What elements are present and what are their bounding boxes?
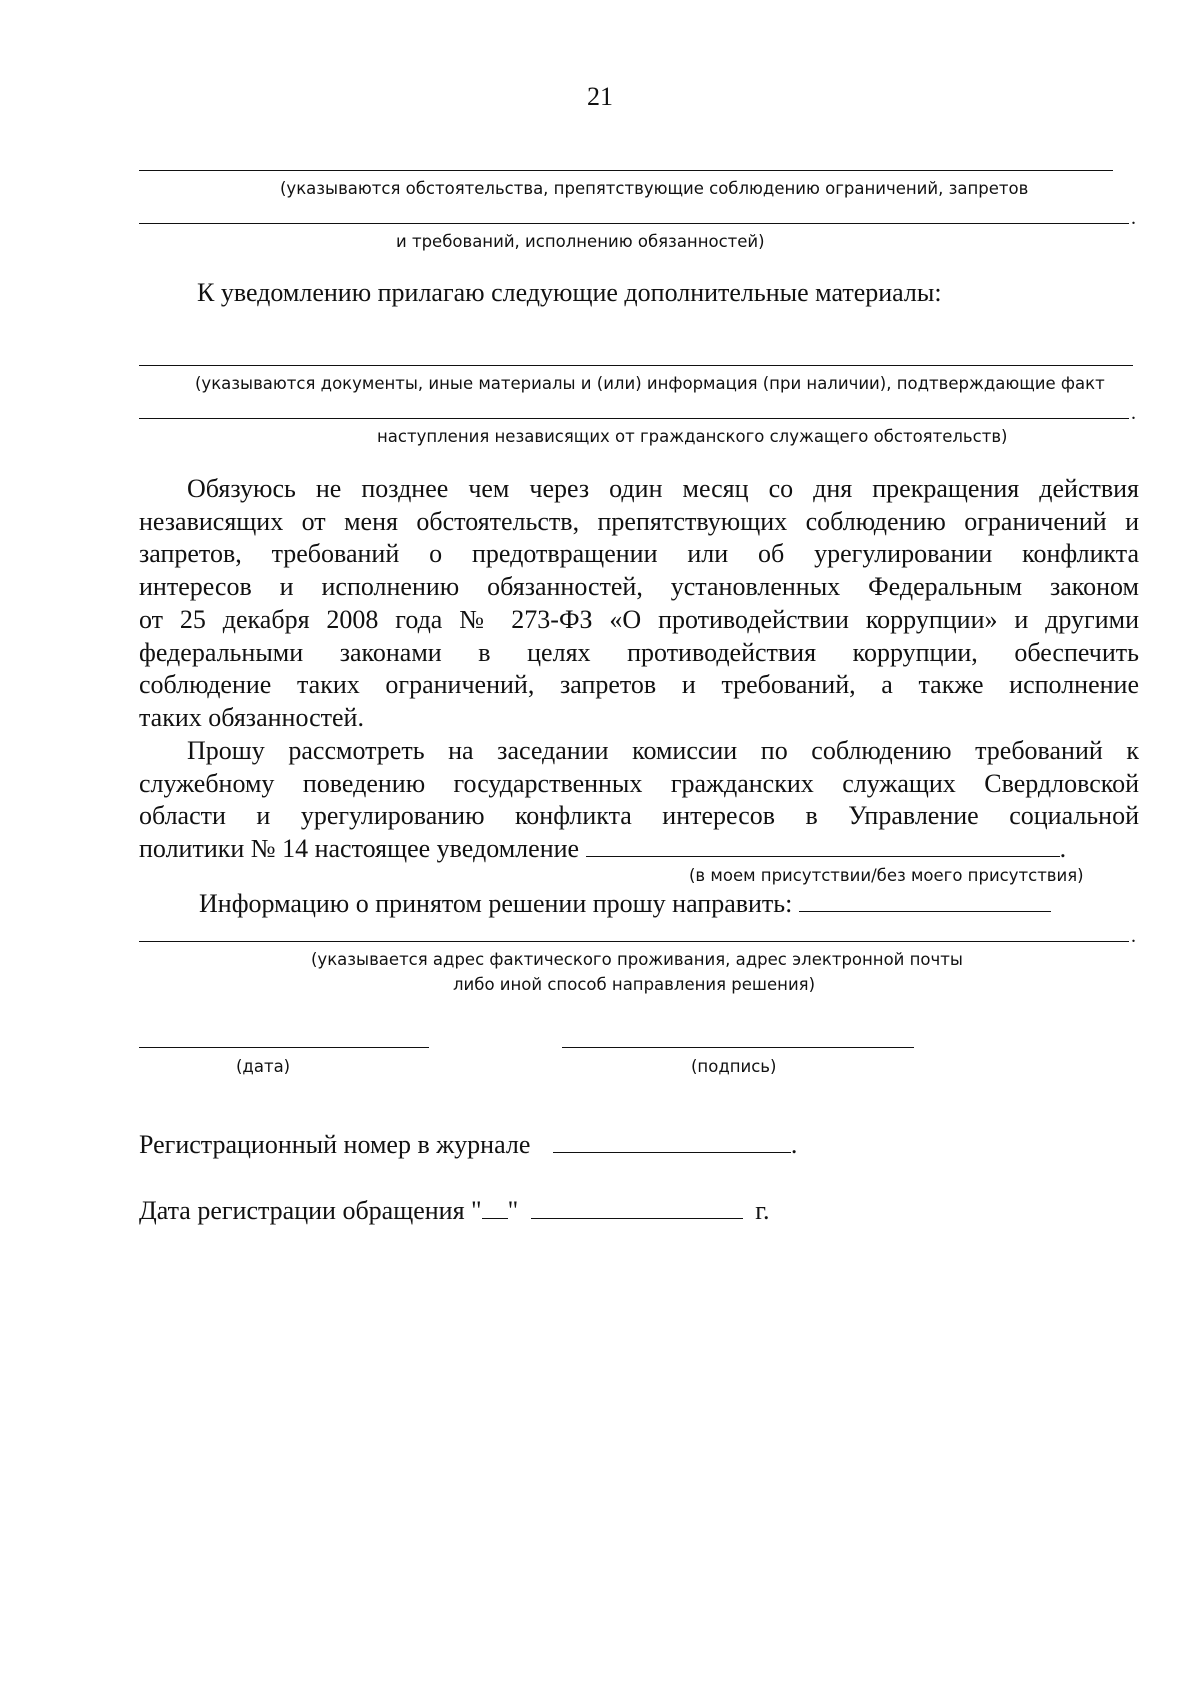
circumstances-line-end: .	[1131, 207, 1136, 229]
obligation-paragraph	[139, 473, 1139, 735]
presence-choice-blank[interactable]	[586, 836, 1060, 857]
circumstances-hint-1: (указываются обстоятельства, препятствующие соблюдению ограничений, запретов	[280, 179, 1029, 198]
registration-year-suffix: г.	[755, 1196, 770, 1225]
circumstances-hint-2: и требований, исполнению обязанностей)	[396, 232, 765, 251]
decision-line-end: .	[1131, 925, 1136, 947]
obligation-line-2: независящих от меня обстоятельств, препятствующих соблюдению ограничений и	[139, 506, 1139, 536]
registration-number-end: .	[790, 1130, 798, 1159]
request-line-4	[139, 833, 1139, 866]
request-line-3: области и урегулированию конфликта интересов в Управление социальной	[139, 801, 1139, 831]
decision-address-line-2[interactable]	[139, 941, 1129, 942]
request-last-line-end: .	[1059, 834, 1067, 864]
obligation-line-1: Обязуюсь не позднее чем через один месяц со дня прекращения действия	[187, 474, 1139, 503]
date-label: (дата)	[236, 1057, 291, 1076]
registration-number-blank[interactable]	[553, 1132, 791, 1153]
materials-line-1	[139, 365, 1133, 366]
circumstances-line-2	[139, 223, 1129, 224]
obligation-line-3: запретов, требований о предотвращении или об урегулировании конфликта	[139, 539, 1139, 569]
obligation-line-6: федеральными законами в целях противодействия коррупции, обеспечить	[139, 637, 1139, 667]
registration-date-label: Дата регистрации обращения "	[139, 1196, 482, 1225]
registration-number-row	[139, 1130, 797, 1160]
registration-month-blank[interactable]	[531, 1198, 743, 1219]
decision-text	[199, 889, 1051, 919]
materials-heading: К уведомлению прилагаю следующие дополнительные материалы:	[197, 278, 942, 307]
sign-label: (подпись)	[691, 1057, 777, 1076]
page-number: 21	[587, 82, 613, 111]
obligation-line-4: интересов и исполнению обязанностей, установленных Федеральным законом	[139, 572, 1139, 602]
registration-number-label: Регистрационный номер в журнале	[139, 1130, 531, 1159]
registration-date-quote-close: "	[507, 1196, 519, 1225]
presence-hint: (в моем присутствии/без моего присутствия)	[689, 866, 1084, 885]
registration-date-row	[139, 1196, 770, 1226]
request-line-1: Прошу рассмотреть на заседании комиссии по соблюдению требований к	[187, 736, 1139, 765]
date-signature-line[interactable]	[139, 1047, 429, 1048]
materials-hint-1: (указываются документы, иные материалы и (или) информация (при наличии), подтверждающие факт	[195, 374, 1105, 393]
obligation-line-7: соблюдение таких ограничений, запретов и требований, а также исполнение	[139, 670, 1139, 700]
decision-address-blank-1[interactable]	[799, 891, 1051, 912]
obligation-line-5: от 25 декабря 2008 года № 273-ФЗ «О противодействии коррупции» и другими	[139, 604, 1139, 634]
materials-line-2	[139, 418, 1129, 419]
decision-hint-2: либо иной способ направления решения)	[453, 975, 816, 994]
circumstances-line-1	[139, 170, 1113, 171]
registration-day-blank[interactable]	[482, 1198, 508, 1219]
materials-line-end: .	[1131, 402, 1136, 424]
request-last-line-text: политики № 14 настоящее уведомление	[139, 834, 580, 864]
materials-hint-2: наступления независящих от гражданского служащего обстоятельств)	[377, 427, 1008, 446]
request-line-2: служебному поведению государственных гражданских служащих Свердловской	[139, 768, 1139, 798]
request-paragraph	[139, 735, 1139, 866]
sign-signature-line[interactable]	[562, 1047, 914, 1048]
decision-label: Информацию о принятом решении прошу направить:	[199, 889, 793, 918]
decision-hint-1: (указывается адрес фактического проживания, адрес электронной почты	[311, 950, 963, 969]
obligation-line-8: таких обязанностей.	[139, 702, 364, 732]
